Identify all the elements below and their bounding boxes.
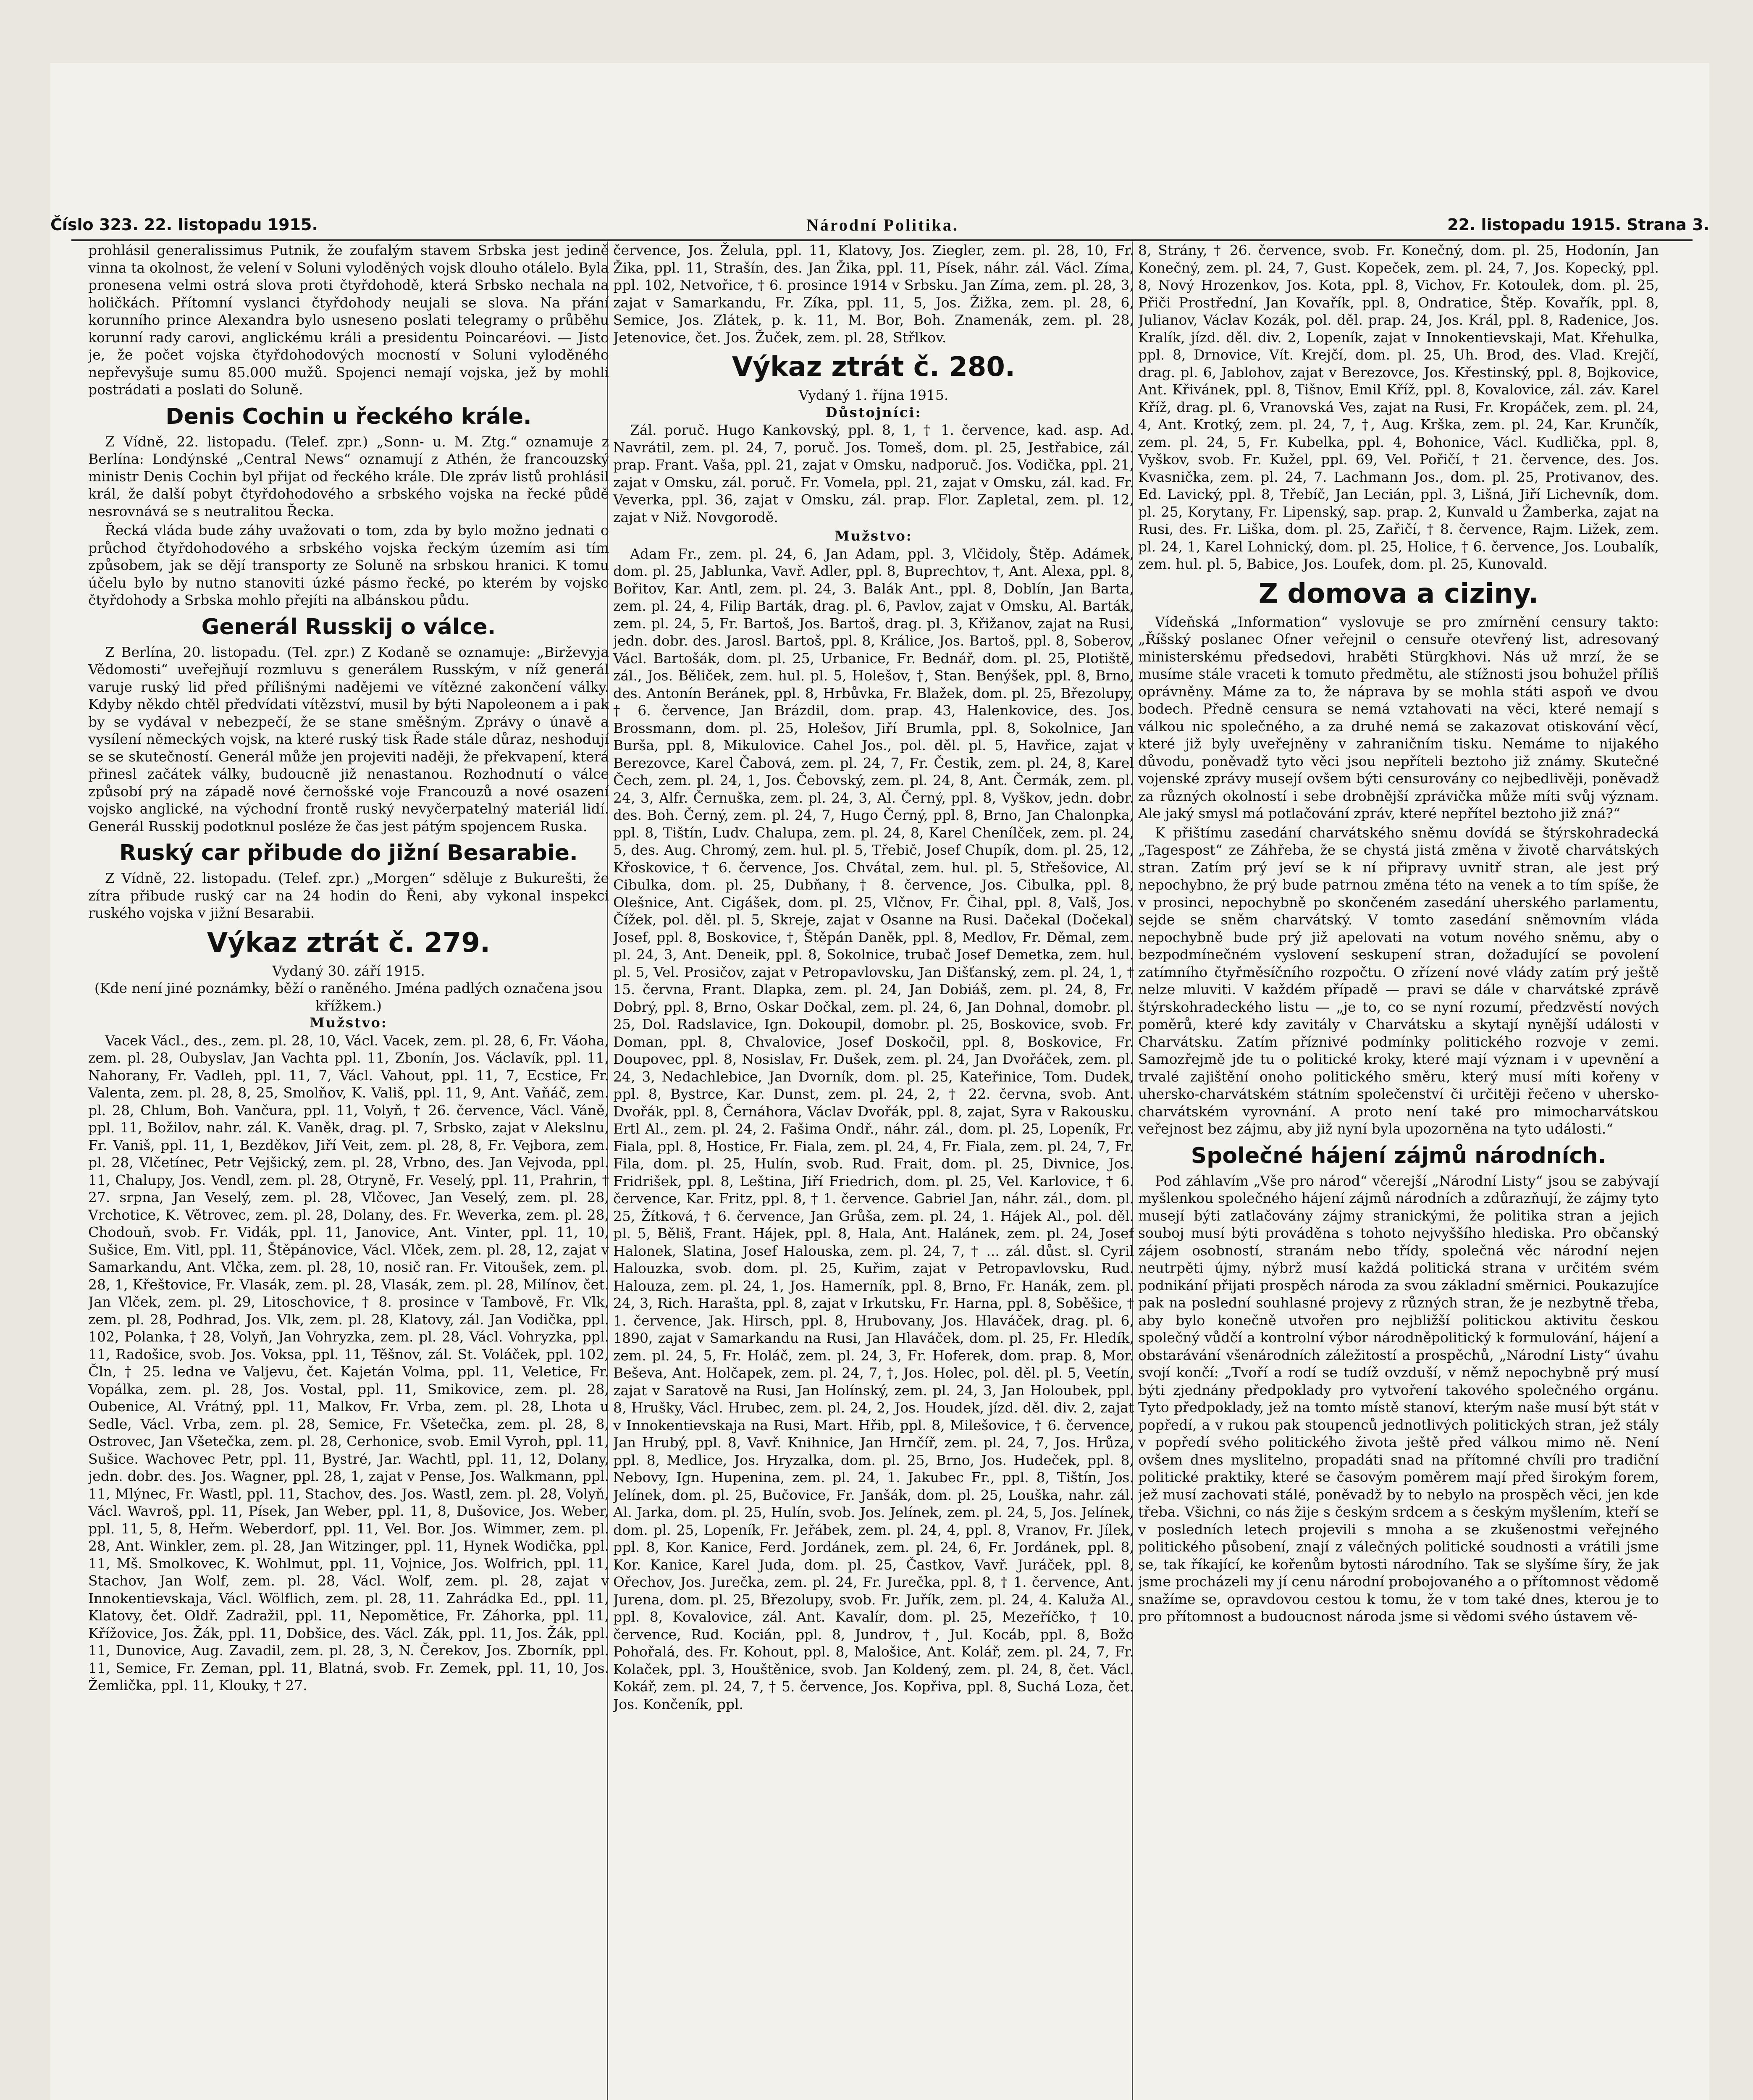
casualty-list: Adam Fr., zem. pl. 24, 6, Jan Adam, ppl. 3, Vlčidoly, Štěp. Adámek, dom. pl. 25, Jablunka, Vavř. Adler, ppl. 8, Buprechtov, †, Ant. Alexa, ppl. 8, Bořitov, Kar. Antl, zem. pl. 24, 3. Balák Ant., ppl. 8, Doblín, Jan Barta, zem. pl. 24, 4, Filip Barták, drag. pl. 6, Pavlov, zajat v Omsku, Al. Barták, zem. pl. 24, 5, Fr. Bartoš, Jos. Bartoš, drag. pl. 3, Křižanov, zajat na Rusi, jedn. dobr. des. Jarosl. Bartoš, ppl. 8, Králice, Jos. Bartoš, ppl. 8, Soberov, Václ. Bartošák, dom. pl. 25, Urbanice, Fr. Bednář, dom. pl. 25, Plotiště, zál., Jos. Běliček, zem. hul. pl. 5, Holešov, †, Stan. Benýšek, ppl. 8, Brno, des. Antonín Beránek, ppl. 8, Hrbůvka, Fr. Blažek, dom. pl. 25, Březolupy, † 6. července, Jan Brázdil, dom. prap. 43, Halenkovice, des. Jos. Brossmann, dom. pl. 25, Holešov, Jiří Brumla, ppl. 8, Sokolnice, Jan Burša, ppl. 8, Mikulovice. Cahel Jos., pol. děl. pl. 5, Havřice, zajat v Berezovce, Karel Čabová, zem. pl. 24, 7, Fr. Čestik, zem. pl. 24, 8, Karel Čech, zem. pl. 24, 1, Jos. Čebovský, zem. pl. 24, 8, Ant. Čermák, zem. pl. 24, 3, Alfr. Černuška, zem. pl. 24, 3, Al. Černý, ppl. 8, Vyškov, jedn. dobr. des. Boh. Černý, zem. pl. 24, 7, Hugo Černý, ppl. 8, Brno, Jan Chalonpka, ppl. 8, Tištín, Ludv. Chalupa, zem. pl. 24, 8, Karel Chenílček, zem. pl. 24, 5, des. Aug. Chromý, zem. hul. pl. 5, Třebič, Josef Chupík, dom. pl. 25, 12, Křoskovice, † 6. července, Jos. Chvátal, zem. hul. pl. 5, Střešovice, Al. Cibulka, dom. pl. 25, Dubňany, † 8. července, Jos. Cibulka, ppl. 8, Olešnice, Ant. Cigášek, dom. pl. 25, Vlčnov, Fr. Čihal, ppl. 8, Valš, Jos. Čížek, pol. děl. pl. 5, Skreje, zajat v Osanne na Rusi. Dačekal (Dočekal) Josef, ppl. 8, Boskovice, †, Štěpán Daněk, ppl. 8, Medlov, Fr. Děmal, zem. pl. 24, 3, Ant. Deneik, ppl. 8, Sokolnice, trubač Josef Demetka, zem. hul. pl. 5, Vel. Prosičov, zajat v Petropavlovsku, Jan Dišťanský, zem. pl. 24, 1, † 15. června, Frant. Dlapka, zem. pl. 24, Jan Dobiáš, zem. pl. 24, 8, Fr. Dobrý, ppl. 8, Brno, Oskar Dočkal, zem. pl. 24, 6, Jan Dohnal, domobr. pl. 25, Dol. Radslavice, Ign. Dokoupil, domobr. pl. 25, Boskovice, svob. Fr. Doman, ppl. 8, Chvalovice, Josef Doskočil, ppl. 8, Boskovice, Fr. Doupovec, ppl. 8, Nosislav, Fr. Dušek, zem. pl. 24, Jan Dvořáček, zem. pl. 24, 3, Nedachlebice, Jan Dvorník, dom. pl. 25, Kateřinice, Tom. Dudek, ppl. 8, Bystrce, Kar. Dunst, zem. pl. 24, 2, † 22. června, svob. Ant. Dvořák, ppl. 8, Černáhora, Václav Dvořák, ppl. 8, zajat, Syra v Rakousku. Ertl Al., zem. pl. 24, 2. Fašima Ondř., náhr. zál., dom. pl. 25, Lopeník, Fr. Fiala, ppl. 8, Hostice, Fr. Fiala, zem. pl. 24, 4, Fr. Fiala, zem. pl. 24, 7, Fr. Fila, dom. pl. 25, Hulín, svob. Rud. Frait, dom. pl. 25, Divnice, Jos. Fridrišek, ppl. 8, Leština, Jiří Friedrich, dom. pl. 25, Vel. Karlovice, † 6. července, Kar. Fritz, ppl. 8, † 1. července. Gabriel Jan, náhr. zál., dom. pl. 25, Žítková, † 6. července, Jan Grůša, zem. pl. 24, 1. Hájek Al., pol. děl. pl. 5, Běliš, Frant. Hájek, ppl. 8, Hala, Ant. Halánek, zem. pl. 24, Josef Halonek, Slatina, Josef Halouska, zem. pl. 24, 7, † ... zál. důst. sl. Cyril Halouzka, svob. dom. pl. 25, Kuřim, zajat v Petropavlovsku, Rud. Halouza, zem. pl. 24, 1, Jos. Hamerník, ppl. 8, Brno, Fr. Hanák, zem. pl. 24, 3, Rich. Harašta, ppl. 8, zajat v Irkutsku, Fr. Harna, ppl. 8, Soběšice, † 1. července, Jak. Hirsch, ppl. 8, Hrubovany, Jos. Hlaváček, drag. pl. 6, 1890, zajat v Samarkandu na Rusi, Jan Hlaváček, dom. pl. 25, Fr. Hledík, zem. pl. 24, 5, Fr. Holáč, zem. pl. 24, 3, Fr. Hoferek, dom. prap. 8, Mor. Beševa, Ant. Holčapek, zem. pl. 24, 7, †, Jos. Holec, pol. děl. pl. 5, Veetín, zajat v Saratově na Rusi, Jan Holínský, zem. pl. 24, 3, Jan Holoubek, ppl. 8, Hrušky, Václ. Hrubec, zem. pl. 24, 2, Jos. Houdek, jízd. děl. div. 2, zajat v Innokentievskaja na Rusi, Mart. Hřib, ppl. 8, Milešovice, † 6. července, Jan Hrubý, ppl. 8, Vavř. Knihnice, Jan Hrnčíř, zem. pl. 24, 7, Jos. Hrůza, ppl. 8, Medlice, Jos. Hryzalka, dom. pl. 25, Brno, Jos. Hudeček, ppl. 8, Nebovy, Ign. Hupenina, zem. pl. 24, 1. Jakubec Fr., ppl. 8, Tištín, Jos. Jelínek, dom. pl. 25, Bučovice, Fr. Janšák, dom. pl. 25, Louška, nahr. zál. Al. Jarka, dom. pl. 25, Hulín, svob. Jos. Jelínek, zem. pl. 24, 5, Jos. Jelínek, dom. pl. 25, Lopeník, Fr. Jeřábek, zem. pl. 24, 4, ppl. 8, Vranov, Fr. Jílek, ppl. 8, Kor. Kanice, Ferd. Jordánek, zem. pl. 24, 6, Fr. Jordánek, ppl. 8, Kor. Kanice, Karel Juda, dom. pl. 25, Častkov, Vavř. Juráček, ppl. 8, Ořechov, Jos. Jurečka, zem. pl. 24, Fr. Jurečka, ppl. 8, † 1. července, Ant. Jurena, dom. pl. 25, Březolupy, svob. Fr. Juřík, zem. pl. 24, 4. Kaluža Al., ppl. 8, Kovalovice, zál. Ant. Kavalír, dom. pl. 25, Mezeříčko, † 10. července, Rud. Kocián, ppl. 8, Jundrov, †, Jul. Kocáb, ppl. 8, Božo Pohořalá, des. Fr. Kohout, ppl. 8, Malošice, Ant. Kolář, zem. pl. 24, 7, Fr. Kolaček, ppl. 3, Houštěnice, svob. Jan Koldený, zem. pl. 24, 8, čet. Václ. Kokář, zem. pl. 24, 7, † 5. července, Jos. Kopřiva, ppl. 8, Suchá Loza, čet. Jos. Končeník, ppl. [613, 545, 1134, 1712]
article-text: Z Vídně, 22. listopadu. (Telef. zpr.) „Sonn- u. M. Ztg.“ oznamuje z Berlína: Londýnské „Central News“ oznamují z Athén, že francouzský ministr Denis Cochin byl přijat od řeckého krále. Dle zpráv listů prohlásil král, že další pobyt čtyřdohodového a srbského vojska na řecké půdě nesrovnává se s neutralitou Řecka. [88, 433, 609, 520]
headline-russkij: Generál Russkij o válce. [201, 614, 496, 640]
headline-vykaz-280: Výkaz ztrát č. 280. [732, 352, 1016, 383]
article-text: Z Vídně, 22. listopadu. (Telef. zpr.) „Morgen“ sděluje z Bukurešti, že zítra přibude ruský car na 24 hodin do Řeni, aby vykonal inspekci ruského vojska v jižní Besarabii. [88, 870, 609, 921]
note: (Kde není jiné poznámky, běží o raněného. Jména padlých označena jsou křížkem.) [94, 980, 603, 1014]
column-3 [1138, 242, 1659, 2100]
issue-info: Číslo 323. 22. listopadu 1915. [50, 215, 318, 234]
casualty-list: 8, Strány, † 26. července, svob. Fr. Konečný, dom. pl. 25, Hodonín, Jan Konečný, zem. pl. 24, 7, Gust. Kopeček, zem. pl. 24, 7, Jos. Kopecký, ppl. 8, Nový Hrozenkov, Jos. Kota, ppl. 8, Vichov, Fr. Kotoulek, dom. pl. 25, Přiči Prostřední, Jan Kovařík, ppl. 8, Ondratice, Štěp. Kovařík, ppl. 8, Julianov, Václav Kozák, pol. děl. prap. 24, Jos. Král, ppl. 8, Radenice, Jos. Kralík, jízd. děl. div. 2, Lopeník, zajat v Innokentievskaji, Mat. Křehulka, ppl. 8, Drnovice, Vít. Krejčí, dom. pl. 25, Uh. Brod, des. Vlad. Krejčí, drag. pl. 6, Jablohov, zajat v Berezovce, Jos. Křestinský, ppl. 8, Bojkovice, Ant. Křivánek, ppl. 8, Tišnov, Emil Kříž, ppl. 8, Kovalovice, zál. záv. Karel Kříž, drag. pl. 6, Vranovská Ves, zajat na Rusi, Fr. Kropáček, zem. pl. 24, 4, Ant. Krotký, zem. pl. 24, 7, †, Aug. Krška, zem. pl. 24, Kar. Krunčík, zem. pl. 24, 5, Fr. Kubelka, ppl. 4, Bohonice, Václ. Kudlička, ppl. 8, Vyškov, svob. Fr. Kužel, ppl. 69, Vel. Pořičí, † 21. července, des. Jos. Kvasnička, zem. pl. 24, 7. Lachmann Jos., dom. pl. 25, Protivanov, des. Ed. Lavický, ppl. 8, Třebíč, Jan Lecián, ppl. 3, Lišná, Jiří Lichevník, dom. pl. 25, Korytany, Fr. Lipenský, sap. prap. 2, Kunvald u Žamberka, zajat na Rusi, des. Fr. Liška, dom. pl. 25, Zařičí, † 8. července, Rajm. Ližek, zem. pl. 24, 1, Karel Lohnický, dom. pl. 25, Holice, † 6. července, Jos. Loubalík, zem. hul. pl. 5, Babice, Jos. Loufek, dom. pl. 25, Kunovald. [1138, 242, 1659, 572]
article-text: Řecká vláda bude záhy uvažovati o tom, zda by bylo možno jednati o průchod čtyřdohodového a srbského vojska řeckým územím asi tím způsobem, jak se dějí transporty ze Soluně na srbskou hranici. K tomu účelu bylo by nutno stanoviti úzké pásmo řecké, po kterém by vojsko čtyřdohody a Srbska mohlo přejíti na albánskou půdu. [88, 522, 609, 608]
headline-vykaz-279: Výkaz ztrát č. 279. [207, 927, 491, 958]
section-label: Mužstvo: [835, 528, 913, 544]
headline-z-domova: Z domova a ciziny. [1258, 578, 1539, 609]
article-text: Vídeňská „Information“ vyslovuje se pro zmírnění censury takto: „Říšský poslanec Ofner veřejnil o censuře otevřený list, adresovaný ministerskému předsedovi, hraběti Stürgkhovi. Nás už mrzí, že se musíme stále vraceti k tomuto předmětu, ale stížnosti jsou bohužel příliš oprávněny. Máme za to, že náprava by se mohla státi aspoň ve dvou bodech. Předně censura se nemá vztahovati na věci, které nemají s válkou nic společného, a za druhé nemá se zakazovat otiskování věcí, které již byly uveřejněny v zahraničním tisku. Nemáme to nijakého důvodu, poněvadž tyto věci jsou nepříteli beztoho již známy. Skutečné vojenské zprávy musejí ovšem býti censurovány co nejbedlivěji, poněvadž za různých okolností i sebe drobnější zprávička může míti svůj význam. Ale jaký smysl má potlačování zpráv, které nepřítel beztoho již zná?“ [1138, 613, 1659, 822]
headline-car: Ruský car přibude do jižní Besarabie. [119, 840, 578, 866]
page-header [50, 210, 1709, 239]
section-label: Důstojníci: [825, 404, 922, 420]
issue-date: Vydaný 1. října 1915. [798, 387, 949, 403]
header-rule [71, 239, 1693, 241]
page-info: 22. listopadu 1915. Strana 3. [1447, 215, 1709, 234]
article-text: K přištímu zasedání charvátského sněmu dovídá se štýrskohradecká „Tagespost“ ze Záhřeba, že se chystá jistá změna v životě charvátských stran. Zatím prý jeví se k ní připravy uvnitř stran, ale jest prý nepochybno, že prý bude patrnou změna této na venek a to tím spíše, že v prosinci, nepochybně po skončeném zasedání uherského parlamentu, sejde se sněm charvátský. V tomto zasedání sněmovním vláda nepochybně bude prý již apelovati na votum nového sněmu, aby o bezpodmínečném vyslovení seskupení stran, dožadující se povolení zatímního čtyřměsíčního rozpočtu. O zřízení nové vlády zatím prý ještě nelze mluviti. V každém případě — pravi se dále v charvátské zprávě štýrskohradeckého listu — „je to, co se nyní rozumí, předzvěstí nových poměrů, které kdy zavitály v Charvátsku a skytají nynější události v Charvátsku. Zatím příznivé podmínky politického rozvoje v zemi. Samozřejmě jde tu o politické kroky, které mají význam i v upevnění a trvalé zajištění onoho politického směru, který musí míti kořeny v uhersko-charvátském státním společenství či určitěji řečeno v uhersko-charvátském vyrovnání. A proto není také pro mimocharvátskou veřejnost bez zájmu, aby již nyní byla upozorněna na tyto události.“ [1138, 824, 1659, 1137]
column-2 [613, 242, 1134, 2100]
column-1 [88, 242, 609, 2100]
headline-cochin: Denis Cochin u řeckého krále. [165, 404, 532, 429]
issue-date: Vydaný 30. září 1915. [272, 962, 425, 979]
article-text: Z Berlína, 20. listopadu. (Tel. zpr.) Z Kodaně se oznamuje: „Birževyja Vědomosti“ uveřejňují rozmluvu s generálem Rusským, v níž generál varuje ruský lid před přílišnými nadějemi ve vítězné zakončení války. Kdyby někdo chtěl předvídati vítězství, musil by býti Napoleonem a i pak by se vydával v nebezpečí, že se stane směšným. Zprávy o únavě a vysílení německých vojsk, na které ruský tisk Řade stále důraz, neshodují se se skutečností. Generál může jen projeviti naději, že překvapení, která přinesl začátek války, budoucně již nenastanou. Rozhodnutí o válce způsobí prý na západě nové černošské voje Francouzů a nové osazení vojsko anglické, na východní frontě ruský nevyčerpatelný materiál lidí. Generál Russkij podotknul posléze že čas jest pátým spojencem Ruska. [88, 643, 609, 835]
masthead: Národní Politika. [806, 215, 959, 234]
casualty-list: Vacek Václ., des., zem. pl. 28, 10, Václ. Vacek, zem. pl. 28, 6, Fr. Váoha, zem. pl. 28, Oubyslav, Jan Vachta ppl. 11, Zbonín, Jos. Václavík, ppl. 11, Nahorany, Fr. Vadleh, ppl. 11, 7, Václ. Vahout, ppl. 11, 7, Ecstice, Fr. Valenta, zem. pl. 28, 8, 25, Smolňov, K. Vališ, ppl. 11, 9, Ant. Vaňáč, zem. pl. 28, Chlum, Boh. Vančura, ppl. 11, Volyň, † 26. července, Václ. Váně, ppl. 11, Božilov, nahr. zál. K. Vaněk, drag. pl. 7, Srbsko, zajat v Alekslnu, Fr. Vaniš, ppl. 11, 1, Bezděkov, Jiří Veit, zem. pl. 28, 8, Fr. Vejbora, zem. pl. 28, Vlčetínec, Petr Vejšický, zem. pl. 28, Vrbno, des. Jan Vejvoda, ppl. 11, Chalupy, Jos. Vendl, zem. pl. 28, Otryně, Fr. Veselý, ppl. 11, Prahrin, † 27. srpna, Jan Veselý, zem. pl. 28, Vlčovec, Jan Veselý, zem. pl. 28, Vrchotice, K. Větrovec, zem. pl. 28, Dolany, des. Fr. Weverka, zem. pl. 28, Chodouň, svob. Fr. Vidák, ppl. 11, Janovice, Ant. Vinter, ppl. 11, 10, Sušice, Em. Vitl, ppl. 11, Štěpánovice, Václ. Vlček, zem. pl. 28, 12, zajat v Samarkandu, Ant. Vlčka, zem. pl. 28, 10, nosič ran. Fr. Vitoušek, zem. pl. 28, 1, Křeštovice, Fr. Vlasák, zem. pl. 28, Vlasák, zem. pl. 28, Milínov, čet. Jan Vlček, zem. pl. 29, Litoschovice, † 8. prosince v Tambově, Fr. Vlk, zem. pl. 28, Podhrad, Jos. Vlk, zem. pl. 28, Klatovy, zál. Jan Vodička, ppl. 102, Polanka, † 28, Volyň, Jan Vohryzka, zem. pl. 28, Václ. Vohryzka, ppl. 11, Radošice, svob. Jos. Voksa, ppl. 11, Těšnov, zál. St. Voláček, ppl. 102, Čln, † 25. ledna ve Valjevu, čet. Kajetán Volma, ppl. 11, Veletice, Fr. Vopálka, zem. pl. 28, Jos. Vostal, ppl. 11, Smikovice, zem. pl. 28, Oubenice, Al. Vrátný, ppl. 11, Malkov, Fr. Vrba, zem. pl. 28, Lhota u Sedle, Václ. Vrba, zem. pl. 28, Semice, Fr. Všetečka, zem. pl. 28, 8, Ostrovec, Jan Všetečka, zem. pl. 28, Cerhonice, svob. Emil Vyroh, ppl. 11, Sušice. Wachovec Petr, ppl. 11, Bystré, Jar. Wachtl, ppl. 11, 12, Dolany, jedn. dobr. des. Jos. Wagner, ppl. 28, 1, zajat v Pense, Jos. Walkmann, ppl. 11, Mlýnec, Fr. Wastl, ppl. 11, Stachov, des. Jos. Wastl, zem. pl. 28, Volyň, Václ. Wavroš, ppl. 11, Písek, Jan Weber, ppl. 11, 8, Dušovice, Jos. Weber, ppl. 11, 5, 8, Heřm. Weberdorf, ppl. 11, Vel. Bor. Jos. Wimmer, zem. pl. 28, Ant. Winkler, zem. pl. 28, Jan Witzinger, ppl. 11, Hynek Wodička, ppl. 11, Mš. Smolkovec, K. Wohlmut, ppl. 11, Vojnice, Jos. Wolfrich, ppl. 11, Stachov, Jan Wolf, zem. pl. 28, Václ. Wolf, zem. pl. 28, zajat v Innokentievskaja, Václ. Wölflich, zem. pl. 28, 11. Zahrádka Ed., ppl. 11, Klatovy, čet. Oldř. Zadražil, ppl. 11, Nepomětice, Fr. Záhorka, ppl. 11, Křížovice, Jos. Žák, ppl. 11, Dobšice, des. Václ. Zák, ppl. 11, Jos. Žák, ppl. 11, Dunovice, Aug. Zavadil, zem. pl. 28, 3, N. Čerekov, Jos. Zborník, ppl. 11, Semice, Fr. Zeman, ppl. 11, Blatná, svob. Fr. Zemek, ppl. 11, 10, Jos. Žemlička, ppl. 11, Klouky, † 27. [88, 1032, 609, 1693]
casualty-list: Zál. poruč. Hugo Kankovský, ppl. 8, 1, † 1. července, kad. asp. Ad. Navrátil, zem. pl. 24, 7, poruč. Jos. Tomeš, dom. pl. 25, Jestřabice, zál. prap. Frant. Vaša, ppl. 21, zajat v Omsku, nadporuč. Jos. Vodička, ppl. 21, zajat v Omsku, zál. poruč. Fr. Vomela, ppl. 21, zajat v Omsku, zál. kad. Fr. Veverka, ppl. 36, zajat v Omsku, zál. prap. Flor. Zapletal, zem. pl. 12, zajat v Niž. Novgorodě. [613, 422, 1134, 525]
headline-spolecne-hajeni: Společné hájení zájmů národních. [1191, 1143, 1606, 1168]
article-text: prohlásil generalissimus Putnik, že zoufalým stavem Srbska jest jedině vinna ta okolnost, že velení v Soluni vyloděných vojsk dlouho otálelo. Byla pronesena velmi ostrá slova proti čtyřdohodě, která Srbsko nechala na holičkách. Přítomní vyslanci čtyřdohody neujali se slova. Na přání korunního prince Alexandra bylo usneseno poslati telegramy o průběhu korunní rady carovi, anglickému králi a presidentu Poincaréovi. — Jisto je, že počet vojska čtyřdohodových mocností v Soluni vyloděného nepřevyšuje sumu 85.000 mužů. Spojenci nemají vojska, jež by mohli postrádati a poslati do Soluně. [88, 242, 609, 398]
section-label: Mužstvo: [310, 1015, 388, 1031]
casualty-list: července, Jos. Želula, ppl. 11, Klatovy, Jos. Ziegler, zem. pl. 28, 10, Fr. Žika, ppl. 11, Strašín, des. Jan Žika, ppl. 11, Písek, náhr. zál. Václ. Zíma, ppl. 102, Netvořice, † 6. prosince 1914 v Srbsku. Jan Zíma, zem. pl. 28, 3, zajat v Samarkandu, Fr. Zíka, ppl. 11, 5, Jos. Žižka, zem. pl. 28, 6, Semice, Jos. Zlátek, p. k. 11, M. Bor, Boh. Znamenák, zem. pl. 28, Jetenovice, čet. Jos. Žuček, zem. pl. 28, Střlkov. [613, 242, 1134, 346]
article-text: Pod záhlavím „Vše pro národ“ včerejší „Národní Listy“ jsou se zabývají myšlenkou společného hájení zájmů národních a zdůrazňují, že zájmy tyto musejí býti zatlačovány zájmy stranickými, že politika stran a jejich souboj musí býti prováděna s tohoto nejvyššího hlediska. Pro občanský zájem osobností, stranám nebo třídy, společná věc národní nejen neutrpěti újmy, nýbrž musí každá politická strana v určitém svém podnikání přijati prospěch národa za svou základní směrnici. Poukazujíce pak na poslední souhlasné projevy z různých stran, že je nezbytně třeba, aby bylo konečně utvořen pro nejbližší politickou aktivitu českou společný vůdčí a kontrolní výbor národněpolitický k formulování, hájení a obstarávání všenárodních záležitostí a prospěchů, „Národní Listy“ úvahu svojí končí: „Tvoří a rodí se tudíž ovzduší, v němž nepochybně prý musí býti zjednány předpoklady pro vytvoření takového společného orgánu. Tyto předpoklady, jež na tomto místě stanoví, kterým naše musí být stát v popředí, a v rukou pak stoupenců jednotlivých politických stran, jež stály v popředí svého politického života ještě před válkou mimo ně. Není ovšem dnes myslitelno, propadáti snad na přítomné chvíli pro tradiční politické praktiky, které se časovým poměrem mají před širokým forem, jež musí zachovati stálé, poněvadž by to nebylo na prospěch věci, jen kde třeba. Všichni, co nás žije s českým srdcem a s českým myšlením, kteří se v posledních letech projevili s mnoha a se zkušenostmi veřejného politického působení, znají z válečných politické soudnosti a vrátili jsme se, tak říkající, ke kořenům bytosti národního. Tak se slyšíme šíry, že jak jsme procházeli my jí cenu národní probojovaného a o přítomnost vědomě snažíme se, opravdovou cestou k tomu, že v tom také dnes, kterou je to pro přítomnost a budoucnost národa jsme si vědomi svého ústavem vě- [1138, 1172, 1659, 1625]
